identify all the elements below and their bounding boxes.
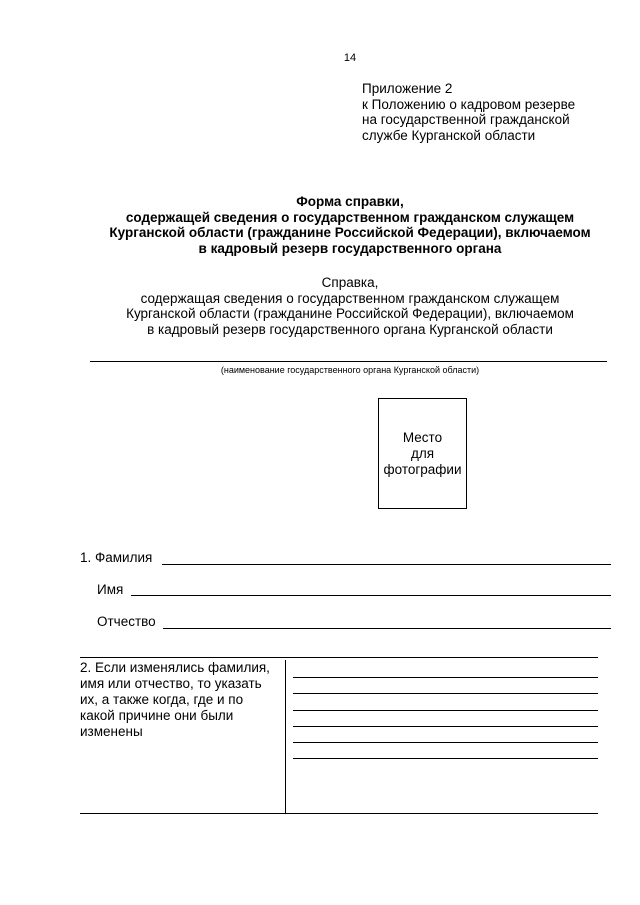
appendix-header: [362, 81, 575, 143]
surname-label: 1. Фамилия: [80, 550, 153, 565]
item2-bottom-border: [80, 813, 598, 814]
item2-answer-line[interactable]: [293, 742, 598, 743]
certificate-title-line: Курганской области (гражданине Российской Федерации), включаемом: [126, 306, 574, 321]
photo-placeholder-text: Место для фотографии: [383, 429, 462, 477]
surname-field[interactable]: [162, 564, 611, 565]
org-name-caption: (наименование государственного органа Курганской области): [220, 365, 480, 375]
certificate-title-line: Справка,: [321, 275, 379, 290]
name-field[interactable]: [131, 595, 611, 596]
certificate-title-line: в кадровый резерв государственного органа Курганской области: [147, 321, 553, 337]
item2-answer-line[interactable]: [293, 693, 598, 694]
form-title-line: Форма справки,: [296, 194, 404, 209]
item2-answer-line[interactable]: [293, 726, 598, 727]
photo-placeholder: [378, 398, 467, 509]
appendix-line: службе Курганской области: [362, 127, 536, 143]
form-title-line: содержащей сведения о государственном гражданском служащем: [125, 209, 575, 225]
appendix-line: Приложение 2: [362, 81, 453, 96]
form-title-line: в кадровый резерв государственного органа: [198, 240, 502, 256]
item2-divider: [285, 660, 286, 813]
form-title: [70, 194, 630, 256]
item2-answer-line[interactable]: [293, 710, 598, 711]
appendix-line: на государственной гражданской: [362, 112, 570, 127]
item2-answer-line[interactable]: [293, 677, 598, 678]
org-name-field[interactable]: [90, 361, 607, 362]
certificate-title-line: содержащая сведения о государственном гражданском служащем: [140, 290, 560, 306]
patronymic-field[interactable]: [163, 628, 611, 629]
item2-label: 2. Если изменялись фамилия, имя или отчество, то указать их, а также когда, где и по какой причине они были изменены: [80, 660, 270, 739]
certificate-title: [70, 275, 630, 337]
patronymic-label: Отчество: [97, 614, 156, 629]
form-title-line: Курганской области (гражданине Российской Федерации), включаемом: [109, 225, 591, 240]
item2-answer-line[interactable]: [293, 758, 598, 759]
name-label: Имя: [97, 582, 124, 597]
appendix-line: к Положению о кадровом резерве: [362, 96, 576, 112]
item2-top-border: [80, 657, 598, 658]
page-number: 14: [343, 52, 357, 64]
